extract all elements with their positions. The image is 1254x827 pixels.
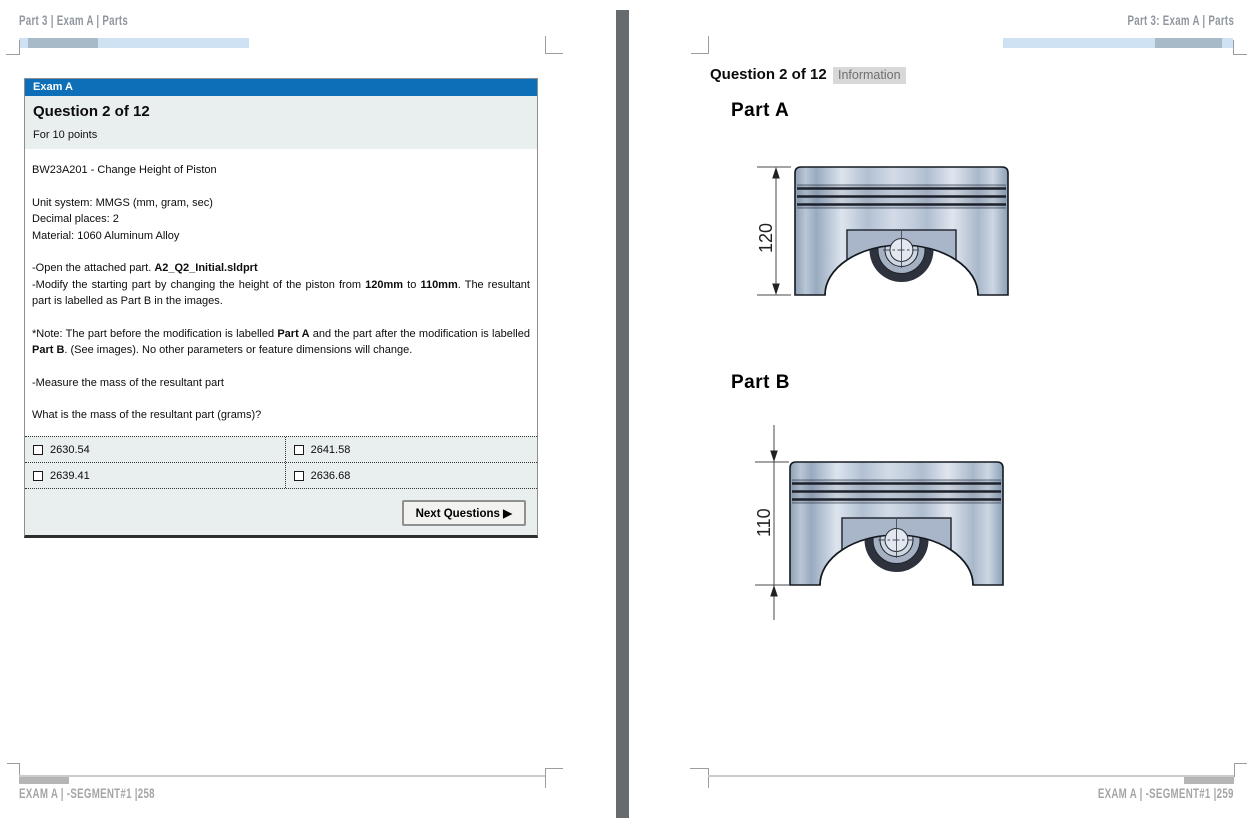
checkbox-icon[interactable]	[294, 471, 304, 481]
question-body	[25, 149, 537, 436]
part-b-dimension-value: 110	[754, 508, 774, 537]
answer-option-2[interactable]	[285, 437, 537, 462]
question-points: For 10 points	[33, 129, 98, 141]
question-header	[25, 96, 537, 149]
answer-row	[25, 437, 537, 463]
answer-option-4[interactable]	[285, 463, 537, 488]
progress-bar-fill	[1155, 38, 1222, 48]
decimal-places: Decimal places: 2	[32, 213, 119, 225]
corner-mark	[545, 768, 563, 788]
breadcrumb-text: Part 3 | Exam A | Parts	[19, 13, 129, 28]
unit-system: Unit system: MMGS (mm, gram, sec)	[32, 196, 213, 209]
question-title: Question 2 of 12	[33, 103, 150, 120]
corner-mark	[1234, 763, 1247, 777]
answer-row	[25, 463, 537, 489]
footer-rule	[708, 775, 1234, 777]
information-badge: Information	[833, 67, 906, 84]
question-intro: BW23A201 - Change Height of Piston	[32, 164, 217, 176]
checkbox-icon[interactable]	[33, 471, 43, 481]
footer-text: EXAM A | -SEGMENT#1 |259	[1098, 786, 1234, 801]
answer-option-label: 2636.68	[310, 469, 351, 482]
next-questions-button[interactable]: Next Questions ▶	[402, 500, 526, 526]
page-footer	[19, 786, 208, 801]
part-b-piston	[790, 462, 1003, 585]
answer-option-label: 2641.58	[310, 443, 351, 456]
page-spine-divider	[616, 10, 629, 818]
arrow-down-icon	[772, 284, 780, 296]
checkbox-icon[interactable]	[33, 445, 43, 455]
breadcrumb-text: Part 3: Exam A | Parts	[1127, 13, 1234, 28]
corner-mark	[6, 40, 20, 55]
part-a-label: Part A	[731, 100, 790, 121]
corner-mark	[690, 768, 709, 788]
progress-bar	[19, 38, 249, 48]
part-a-dimension-value: 120	[756, 222, 776, 253]
left-page	[0, 0, 616, 827]
answer-option-3[interactable]	[25, 463, 285, 488]
answer-option-label: 2639.41	[50, 469, 90, 482]
answer-option-1[interactable]	[25, 437, 285, 462]
corner-mark	[1233, 40, 1247, 55]
part-b-piston-drawing	[747, 420, 1011, 625]
answer-options	[25, 436, 537, 535]
question-prompt: What is the mass of the resultant part (grams)?	[32, 409, 262, 421]
answer-option-label: 2630.54	[50, 443, 90, 456]
modify-text: -Modify the starting part by changing the height of the piston from	[32, 278, 366, 291]
part-b-label: Part B	[731, 372, 790, 393]
corner-mark	[545, 36, 563, 54]
footer-rule	[19, 775, 545, 777]
breadcrumb	[19, 13, 171, 28]
material: Material: 1060 Aluminum Alloy	[32, 229, 180, 242]
question-title: Question 2 of 12	[710, 66, 827, 83]
part-a-piston-drawing	[749, 163, 1011, 303]
button-area	[25, 489, 537, 535]
question-note: *Note: The part before the modification is labelled Part A and the part after the modification is labelled Part B. (See images). No other parameters or feature dimensions will change.	[32, 327, 530, 356]
right-page	[629, 0, 1254, 827]
attached-file-name: A2_Q2_Initial.sldprt	[154, 262, 258, 274]
arrow-up-icon	[772, 167, 780, 179]
measure-instruction: -Measure the mass of the resultant part	[32, 376, 224, 389]
progress-bar-fill	[28, 38, 98, 48]
checkbox-icon[interactable]	[294, 445, 304, 455]
breadcrumb	[1086, 13, 1234, 28]
arrow-up-icon	[770, 585, 778, 597]
footer-bar	[1184, 777, 1234, 784]
corner-mark	[691, 36, 709, 54]
footer-text: EXAM A | -SEGMENT#1 |258	[19, 786, 155, 801]
part-a-piston	[795, 167, 1008, 295]
page-footer	[1045, 786, 1234, 801]
progress-bar	[1003, 38, 1233, 48]
open-part-text: -Open the attached part.	[32, 262, 155, 274]
exam-question-panel	[24, 78, 538, 538]
question-instructions: -Open the attached part. A2_Q2_Initial.sldprt -Modify the starting part by changing the height of the piston from 120mm to 110mm. The resultant part is labelled as Part B in the images.	[32, 262, 530, 307]
footer-bar	[19, 777, 69, 784]
arrow-down-icon	[770, 451, 778, 463]
exam-title-bar: Exam A	[25, 79, 537, 96]
question-settings	[32, 195, 530, 245]
